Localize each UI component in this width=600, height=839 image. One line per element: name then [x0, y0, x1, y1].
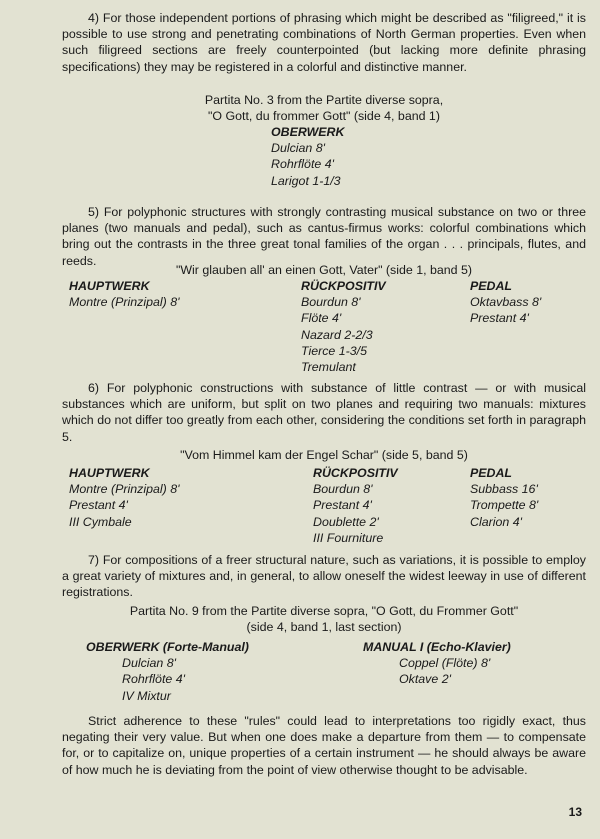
example-3-ruckpositiv	[313, 465, 398, 546]
page-number: 13	[568, 805, 582, 819]
stop: Dulcian 8'	[122, 656, 177, 671]
division-heading: HAUPTWERK	[69, 466, 150, 480]
example-4-title-line-2: (side 4, band 1, last section)	[246, 620, 402, 635]
stop: Tremulant	[301, 360, 356, 375]
paragraph-7: 7) For compositions of a freer structural nature, such as variations, it is possible to employ a great variety of mixtures and, in general, to allow oneself the widest leeway in use of different registrations.	[62, 553, 586, 600]
example-1-title-line-2: "O Gott, du frommer Gott" (side 4, band 1)	[208, 109, 440, 124]
example-3-hauptwerk	[69, 465, 179, 530]
stop: Clarion 4'	[470, 514, 522, 529]
division-heading: OBERWERK	[271, 125, 345, 139]
stop: Oktavbass 8'	[470, 295, 542, 310]
stop: IV Mixtur	[122, 688, 171, 703]
example-4-oberwerk	[86, 639, 249, 704]
division-heading: MANUAL I (Echo-Klavier)	[363, 640, 511, 654]
example-4-manual-i	[363, 639, 511, 688]
example-4-title	[62, 603, 586, 635]
paragraph-5: 5) For polyphonic structures with strongly contrasting musical substance on two or three planes (two manuals and pedal), such as cantus-firmus works: colorful combinations which bring out the contrasts in the three great tonal families of the organ . . . principals, flutes, and reeds.	[62, 205, 586, 268]
stop: Prestant 4'	[470, 311, 529, 326]
stop: Rohrflöte 4'	[271, 157, 334, 172]
stop: Prestant 4'	[69, 498, 128, 513]
stop: Dulcian 8'	[271, 141, 326, 156]
example-2-pedal	[470, 278, 541, 327]
stop: III Fourniture	[313, 530, 384, 545]
closing-paragraph: Strict adherence to these "rules" could lead to interpretations too rigidly exact, thus negating their very value. But when one does make a departure from them — to compensate for, or to capitalize on, unique properties of a certain instrument — he should always be aware of how much he is deviating from the point of view otherwise thought to be advisable.	[62, 714, 586, 777]
stop: Coppel (Flöte) 8'	[399, 656, 491, 671]
stop: III Cymbale	[69, 514, 132, 529]
stop: Tierce 1-3/5	[301, 343, 368, 358]
stop: Trompette 8'	[470, 498, 539, 513]
stop: Larigot 1-1/3	[271, 173, 341, 188]
example-2-ruckpositiv	[301, 278, 386, 375]
paragraph-6: 6) For polyphonic constructions with substance of little contrast — or with musical substances which are uniform, but split on two planes and requiring two manuals: mixtures which do not differ too greatly from each other, considering the conditions set forth in paragraph 5.	[62, 381, 586, 444]
division-heading: PEDAL	[470, 279, 512, 293]
example-1-title-line-1: Partita No. 3 from the Partite diverse sopra,	[204, 93, 444, 107]
division-heading: RÜCKPOSITIV	[301, 279, 386, 293]
stop: Flöte 4'	[301, 311, 342, 326]
example-2-title: "Wir glauben all' an einen Gott, Vater" (side 1, band 5)	[175, 263, 473, 277]
stop: Bourdun 8'	[313, 482, 373, 497]
stop: Rohrflöte 4'	[122, 672, 185, 687]
stop: Montre (Prinzipal) 8'	[69, 295, 180, 310]
stop: Oktave 2'	[399, 672, 451, 687]
stop: Bourdun 8'	[301, 295, 361, 310]
example-3-title: "Vom Himmel kam der Engel Schar" (side 5, band 5)	[180, 448, 468, 462]
division-heading: OBERWERK (Forte-Manual)	[86, 640, 249, 654]
stop: Subbass 16'	[470, 482, 538, 497]
division-heading: PEDAL	[470, 466, 512, 480]
example-2-hauptwerk	[69, 278, 179, 310]
example-1-oberwerk	[271, 124, 344, 189]
stop: Doublette 2'	[313, 514, 379, 529]
example-4-title-line-1: Partita No. 9 from the Partite diverse sopra, "O Gott, du Frommer Gott"	[129, 604, 519, 618]
stop: Prestant 4'	[313, 498, 372, 513]
example-1-title	[62, 92, 586, 124]
example-3-pedal	[470, 465, 538, 530]
stop: Nazard 2-2/3	[301, 327, 373, 342]
stop: Montre (Prinzipal) 8'	[69, 482, 180, 497]
division-heading: RÜCKPOSITIV	[313, 466, 398, 480]
division-heading: HAUPTWERK	[69, 279, 150, 293]
paragraph-4: 4) For those independent portions of phrasing which might be described as "filigreed," it is possible to use strong and penetrating combinations of North German properties. Even when such filigreed sections are freely counterpointed (but lacking more definite phrasing specifications) they may be registered in a colorful and distinctive manner.	[62, 11, 586, 74]
